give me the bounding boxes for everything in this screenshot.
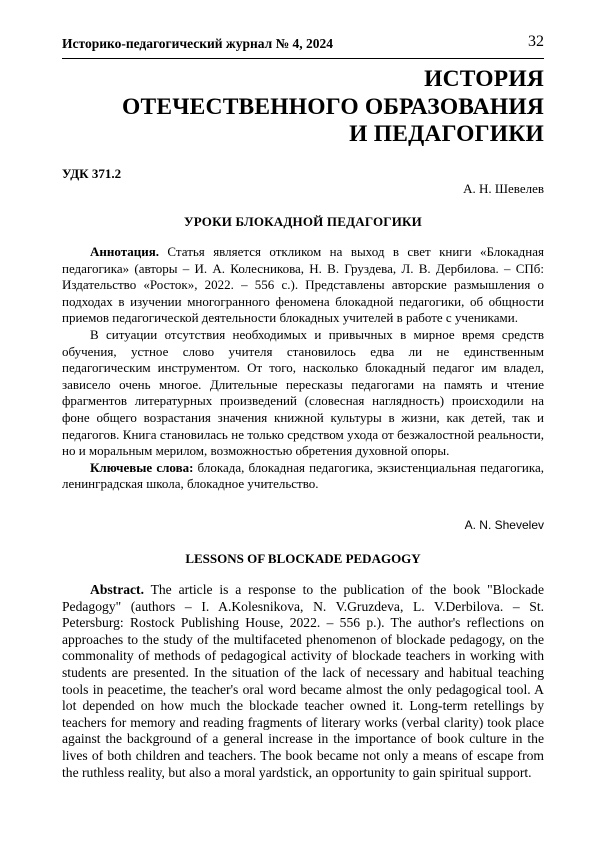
annotation-text: Статья является откликом на выход в свет книги «Блокадная педагогика» (авторы – И. А. Колесникова, Н. В. Груздева, Л. В. Дербилова. – СПб: Издательство «Росток», 2022. – 556 с.). Представлены авторские размышления о подходах в изучении многогранного феномена блокадной педагогики, об общности приемов педагогической деятельности блокадных учителей в работе с учениками. xyxy=(62,244,544,325)
page-number: 32 xyxy=(528,33,544,51)
keywords-text: блокада, блокадная педагогика, экзистенциальная педагогика, ленинградская школа, блокадное учительство. xyxy=(62,460,544,492)
annotation-ru xyxy=(62,244,544,327)
article-body-ru xyxy=(62,244,544,493)
udk-code: УДК 371.2 xyxy=(62,166,121,182)
article-title-ru: УРОКИ БЛОКАДНОЙ ПЕДАГОГИКИ xyxy=(62,214,544,230)
abstract-label: Abstract. xyxy=(90,582,144,597)
section-heading-line-3: И ПЕДАГОГИКИ xyxy=(62,121,544,149)
section-heading-line-1: ИСТОРИЯ xyxy=(62,66,544,94)
header-divider xyxy=(62,58,544,59)
keywords-ru xyxy=(62,460,544,493)
section-heading xyxy=(62,66,544,149)
author-ru: А. Н. Шевелев xyxy=(463,181,544,197)
keywords-label: Ключевые слова: xyxy=(90,460,193,475)
article-title-en: LESSONS OF BLOCKADE PEDAGOGY xyxy=(62,551,544,567)
journal-title: Историко-педагогический журнал № 4, 2024 xyxy=(62,36,333,52)
article-body-en xyxy=(62,582,544,781)
section-heading-line-2: ОТЕЧЕСТВЕННОГО ОБРАЗОВАНИЯ xyxy=(62,94,544,122)
annotation-label: Аннотация. xyxy=(90,244,159,259)
paragraph-ru-2: В ситуации отсутствия необходимых и привычных в мирное время средств обучения, устное слово учителя становилось едва ли не единственным педагогическим инструментом. От того, насколько блокадный педагог им владел, зависело очень многое. Длительные пересказы педагогами на память и чтение фрагментов литературных произведений (словесная наглядность) происходили на фоне общего возрастания значения книжной культуры в жизни, как детей, так и педагогов. Книга становилась не только средством ухода от безжалостной реальности, но и моральным мерилом, возможностью обретения духовной опоры. xyxy=(62,327,544,460)
running-header xyxy=(62,30,544,56)
author-en: A. N. Shevelev xyxy=(465,518,544,532)
abstract-en xyxy=(62,582,544,781)
abstract-text: The article is a response to the publication of the book "Blockade Pedagogy" (authors – I. A.Kolesnikova, N. V.Gruzdeva, L. V.Derbilova. – St. Petersburg: Rostock Publishing House, 2022. – 556 p.). The author's reflections on approaches to the study of the multifaceted phenomenon of blockade pedagogy, on the commonality of methods of pedagogical activity of blockade teachers in working with students are presented. In the situation of the lack of necessary and habitual teaching tools in peacetime, the teacher's oral word became almost the only pedagogical tool. A lot depended on how much the blockade teacher owned it. Long-term retellings by teachers for memory and reading fragments of literary works (verbal clarity) took place against the background of a general increase in the importance of book culture in the lives of both children and teachers. The book became not only a means of escape from the ruthless reality, but also a moral yardstick, an opportunity to gain spiritual support. xyxy=(62,582,544,780)
